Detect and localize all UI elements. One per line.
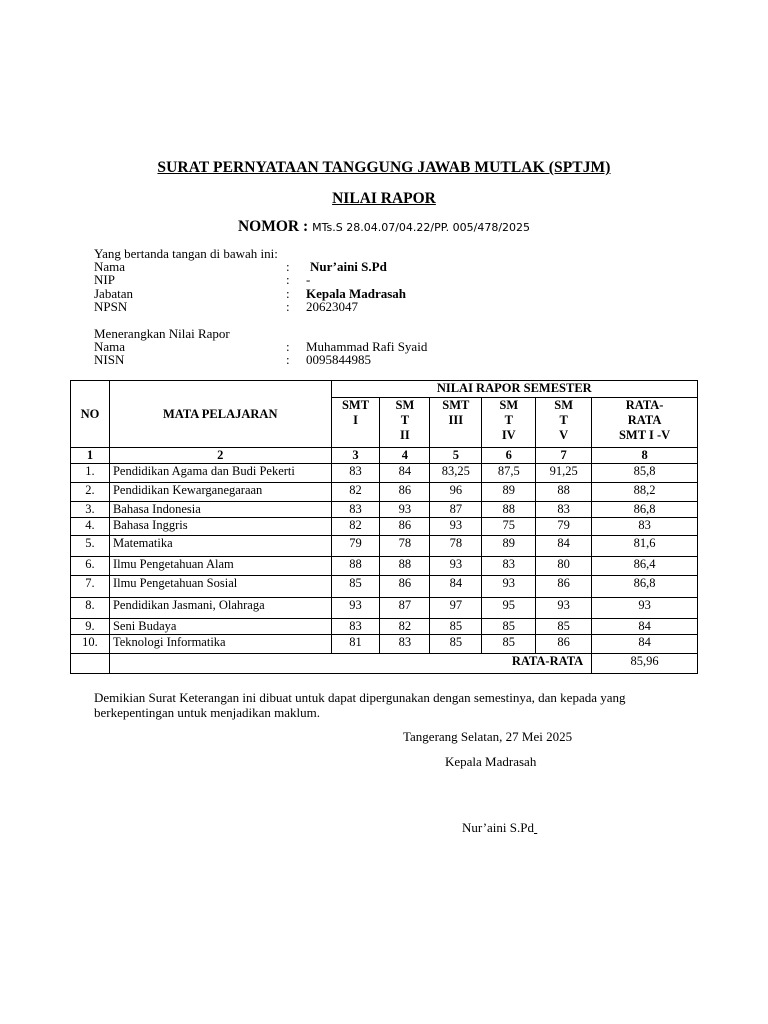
row-smt-4: 85 [482,635,536,654]
row-smt-4: 87,5 [482,464,536,483]
row-smt-5: 83 [536,502,592,518]
row-average: 81,6 [592,536,698,557]
row-number: 6. [71,557,110,576]
row-smt-1: 88 [331,557,380,576]
row-smt-1: 79 [331,536,380,557]
table-row [71,518,698,536]
row-smt-5: 85 [536,619,592,635]
row-average: 83 [592,518,698,536]
place-date: Tangerang Selatan, 27 Mei 2025 [403,729,573,744]
signer-position-row: Jabatan : Kepala Madrasah [94,285,407,301]
student-name: Muhammad Rafi Syaid [306,339,428,355]
document-subtitle: NILAI RAPOR [332,190,436,207]
row-smt-1: 83 [331,502,380,518]
signature-name: Nur’aini S.Pd [462,820,534,835]
table-row [71,635,698,654]
document-number-value: MTs.S 28.04.07/04.22/PP. 005/478/2025 [312,221,531,234]
row-average: 86,4 [592,557,698,576]
row-number: 1. [71,464,110,483]
table-row [71,576,698,598]
row-smt-2: 88 [380,557,430,576]
row-smt-3: 84 [430,576,482,598]
row-smt-5: 86 [536,635,592,654]
row-smt-1: 81 [331,635,380,654]
student-nisn-row: NISN : 0095844985 [94,352,371,368]
signer-info [94,247,406,313]
row-smt-2: 86 [380,518,430,536]
row-smt-5: 86 [536,576,592,598]
row-subject: Pendidikan Agama dan Budi Pekerti [109,464,331,483]
average-row [71,654,698,674]
row-number: 10. [71,635,110,654]
row-smt-2: 83 [380,635,430,654]
grades-body [71,464,698,654]
grades-table [70,380,698,674]
row-smt-4: 89 [482,483,536,502]
row-smt-2: 86 [380,576,430,598]
student-intro: Menerangkan Nilai Rapor [94,326,230,341]
header-smt-1: SMT I [331,398,380,448]
header-smt-5: SM T V [536,398,592,448]
row-number: 9. [71,619,110,635]
signer-nip-row: NIP : - [94,272,311,288]
table-row [71,502,698,518]
row-number: 5. [71,536,110,557]
row-smt-1: 85 [331,576,380,598]
row-smt-1: 93 [331,598,380,619]
row-subject: Pendidikan Kewarganegaraan [109,483,331,502]
student-nisn: 0095844985 [306,352,371,368]
row-smt-3: 93 [430,518,482,536]
row-smt-2: 87 [380,598,430,619]
row-number: 7. [71,576,110,598]
row-smt-3: 93 [430,557,482,576]
row-smt-5: 88 [536,483,592,502]
signer-nip: - [306,272,311,288]
row-smt-1: 82 [331,483,380,502]
document-number [0,218,768,236]
row-smt-5: 80 [536,557,592,576]
document-title: SURAT PERNYATAAN TANGGUNG JAWAB MUTLAK (SPTJM) [157,159,611,176]
signer-npsn-row: NPSN : 20623047 [94,298,358,314]
row-smt-3: 83,25 [430,464,482,483]
row-subject: Matematika [109,536,331,557]
row-average: 86,8 [592,576,698,598]
row-subject: Teknologi Informatika [109,635,331,654]
row-smt-3: 87 [430,502,482,518]
row-subject: Ilmu Pengetahuan Sosial [109,576,331,598]
header-subject: MATA PELAJARAN [109,381,331,448]
row-number: 2. [71,483,110,502]
row-number: 8. [71,598,110,619]
row-smt-4: 88 [482,502,536,518]
row-smt-4: 85 [482,619,536,635]
header-smt-2: SM T II [380,398,430,448]
row-smt-5: 84 [536,536,592,557]
table-row [71,464,698,483]
header-no: NO [71,381,110,448]
row-smt-1: 83 [331,619,380,635]
header-average: RATA- RATA SMT I -V [592,398,698,448]
row-smt-2: 84 [380,464,430,483]
row-average: 86,8 [592,502,698,518]
signer-intro: Yang bertanda tangan di bawah ini: [94,246,278,261]
signer-title: Kepala Madrasah [445,754,537,769]
row-number: 4. [71,518,110,536]
row-smt-4: 93 [482,576,536,598]
row-subject: Bahasa Inggris [109,518,331,536]
signer-name: Nur’aini S.Pd [310,259,387,275]
closing-statement: Demikian Surat Keterangan ini dibuat untuk dapat dipergunakan dengan semestinya, dan kepada yang berkepentingan untuk menjadikan maklum. [94,690,626,720]
signer-name-row: Nama : Nur’aini S.Pd [94,259,387,275]
average-label: RATA-RATA [109,654,591,674]
row-smt-3: 96 [430,483,482,502]
row-average: 84 [592,619,698,635]
row-average: 85,8 [592,464,698,483]
row-smt-3: 97 [430,598,482,619]
row-smt-3: 85 [430,619,482,635]
row-smt-4: 75 [482,518,536,536]
row-smt-3: 78 [430,536,482,557]
row-smt-2: 86 [380,483,430,502]
table-row [71,619,698,635]
row-average: 93 [592,598,698,619]
row-number: 3. [71,502,110,518]
row-smt-2: 78 [380,536,430,557]
row-smt-5: 91,25 [536,464,592,483]
table-row [71,557,698,576]
row-smt-5: 93 [536,598,592,619]
row-smt-2: 82 [380,619,430,635]
row-smt-1: 83 [331,464,380,483]
table-row [71,536,698,557]
signer-position: Kepala Madrasah [306,285,407,301]
row-subject: Seni Budaya [109,619,331,635]
row-smt-2: 93 [380,502,430,518]
signer-npsn: 20623047 [306,298,358,314]
row-average: 88,2 [592,483,698,502]
row-smt-4: 95 [482,598,536,619]
row-smt-4: 89 [482,536,536,557]
table-row [71,483,698,502]
document-number-label: NOMOR : [237,218,309,235]
row-subject: Ilmu Pengetahuan Alam [109,557,331,576]
header-semester-group: NILAI RAPOR SEMESTER [331,381,697,398]
row-subject: Pendidikan Jasmani, Olahraga [109,598,331,619]
table-row [71,598,698,619]
student-info [94,327,427,367]
student-name-row: Nama : Muhammad Rafi Syaid [94,339,428,355]
row-average: 84 [592,635,698,654]
header-smt-4: SM T IV [482,398,536,448]
row-smt-4: 83 [482,557,536,576]
row-smt-5: 79 [536,518,592,536]
header-smt-3: SMT III [430,398,482,448]
average-value: 85,96 [592,654,698,674]
column-number-row: 1 2 3 4 5 6 7 8 [71,448,698,464]
row-smt-3: 85 [430,635,482,654]
row-subject: Bahasa Indonesia [109,502,331,518]
row-smt-1: 82 [331,518,380,536]
